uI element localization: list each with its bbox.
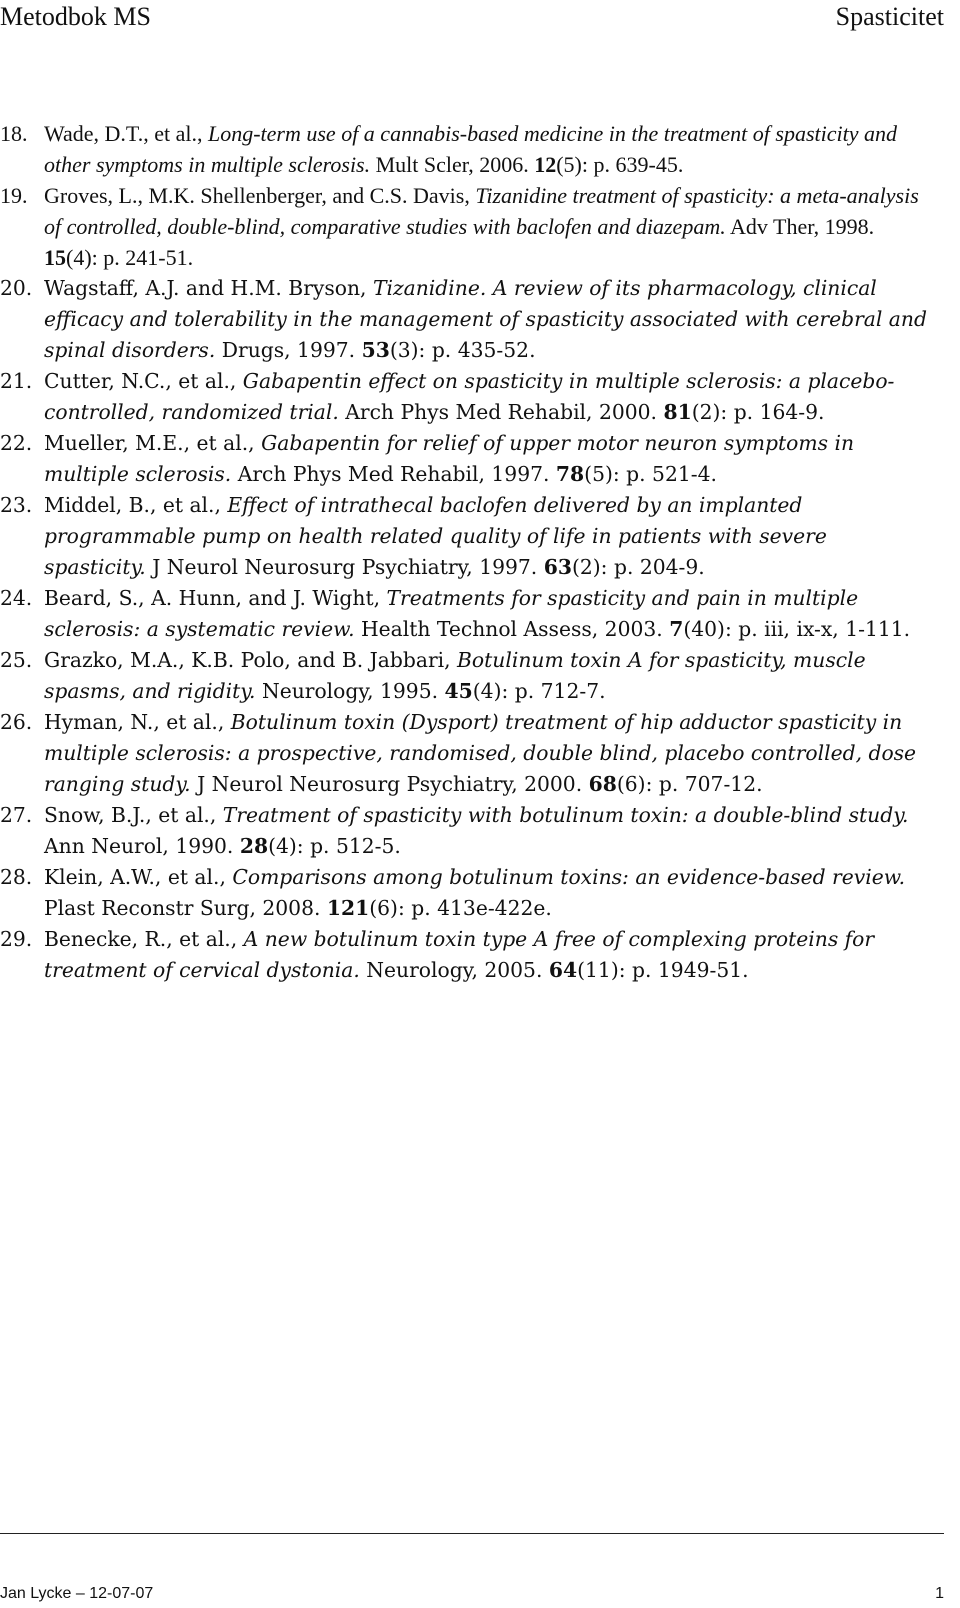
reference-journal: Arch Phys Med Rehabil, 1997. — [237, 462, 550, 486]
reference-number: 26. — [0, 710, 33, 734]
reference-journal: Arch Phys Med Rehabil, 2000. — [345, 400, 657, 424]
reference-authors: Middel, B., et al., — [44, 493, 221, 517]
reference-item — [0, 707, 930, 800]
reference-authors: Cutter, N.C., et al., — [44, 369, 237, 393]
reference-volume: 28 — [239, 834, 269, 858]
reference-item — [0, 583, 930, 645]
reference-title: Botulinum toxin (Dysport) treatment of hip adductor spasticity in multiple sclerosis: a prospective, randomised, double blind, placebo controlled, dose ranging study. — [44, 710, 917, 796]
reference-authors: Beard, S., A. Hunn, and J. Wight, — [44, 586, 381, 610]
reference-pages: (11): p. 1949-51. — [577, 958, 749, 982]
reference-list — [0, 118, 930, 986]
reference-number: 23. — [0, 493, 33, 517]
reference-title: Treatments for spasticity and pain in multiple sclerosis: a systematic review. — [44, 586, 859, 641]
reference-journal: Neurology, 1995. — [261, 679, 439, 703]
reference-volume: 45 — [444, 679, 473, 703]
reference-title: Botulinum toxin A for spasticity, muscle spasms, and rigidity. — [44, 648, 866, 703]
reference-volume: 12 — [534, 152, 557, 177]
footer-author-date: Jan Lycke – 12-07-07 — [0, 1585, 154, 1602]
reference-volume: 64 — [548, 958, 578, 982]
footer-divider — [0, 1533, 944, 1534]
reference-volume: 78 — [555, 462, 585, 486]
reference-authors: Wagstaff, A.J. and H.M. Bryson, — [44, 276, 367, 300]
reference-number: 28. — [0, 865, 33, 889]
reference-pages: (5): p. 639-45. — [556, 152, 684, 177]
reference-title: Comparisons among botulinum toxins: an evidence-based review. — [232, 865, 906, 889]
reference-number: 22. — [0, 431, 33, 455]
reference-pages: (6): p. 413e-422e. — [369, 896, 552, 920]
reference-title: Gabapentin effect on spasticity in multiple sclerosis: a placebo-controlled, randomized trial. — [44, 369, 895, 424]
reference-authors: Groves, L., M.K. Shellenberger, and C.S. Davis, — [44, 183, 470, 208]
page-number: 1 — [935, 1585, 944, 1602]
reference-journal: Health Technol Assess, 2003. — [360, 617, 663, 641]
reference-volume: 121 — [326, 896, 370, 920]
reference-volume: 7 — [669, 617, 684, 641]
reference-item — [0, 428, 930, 490]
reference-authors: Mueller, M.E., et al., — [44, 431, 255, 455]
reference-title: Long-term use of a cannabis-based medicine in the treatment of spasticity and other symptoms in multiple sclerosis. — [44, 121, 898, 177]
reference-volume: 68 — [588, 772, 617, 796]
reference-item — [0, 645, 930, 707]
reference-number: 24. — [0, 586, 33, 610]
reference-item — [0, 273, 930, 366]
reference-journal: Adv Ther, 1998. — [730, 214, 875, 239]
reference-title: Treatment of spasticity with botulinum toxin: a double-blind study. — [222, 803, 909, 827]
reference-number: 19. — [0, 183, 28, 208]
reference-authors: Klein, A.W., et al., — [44, 865, 226, 889]
reference-item — [0, 366, 930, 428]
reference-pages: (2): p. 164-9. — [691, 400, 825, 424]
header-section-title: Spasticitet — [835, 2, 944, 31]
reference-authors: Wade, D.T., et al., — [44, 121, 203, 146]
reference-pages: (3): p. 435-52. — [389, 338, 536, 362]
reference-pages: (6): p. 707-12. — [616, 772, 763, 796]
reference-volume: 15 — [44, 245, 66, 270]
reference-number: 20. — [0, 276, 33, 300]
reference-number: 27. — [0, 803, 33, 827]
reference-item — [0, 800, 930, 862]
reference-pages: (4): p. 241-51. — [66, 245, 194, 270]
page-header — [0, 0, 944, 40]
reference-volume: 53 — [361, 338, 390, 362]
reference-number: 18. — [0, 121, 28, 146]
reference-item — [0, 862, 930, 924]
reference-item — [0, 180, 930, 273]
reference-title: Tizanidine treatment of spasticity: a meta-analysis of controlled, double-blind, comparative studies with baclofen and diazepam. — [44, 183, 919, 239]
reference-authors: Hyman, N., et al., — [44, 710, 225, 734]
reference-number: 25. — [0, 648, 33, 672]
reference-number: 29. — [0, 927, 33, 951]
reference-title: Tizanidine. A review of its pharmacology, clinical efficacy and tolerability in the management of spasticity associated with cerebral and spinal disorders. — [44, 276, 927, 362]
header-document-title: Metodbok MS — [0, 2, 151, 31]
reference-item — [0, 924, 930, 986]
reference-title: A new botulinum toxin type A free of complexing proteins for treatment of cervical dystonia. — [44, 927, 875, 982]
reference-volume: 81 — [663, 400, 692, 424]
reference-journal: Ann Neurol, 1990. — [44, 834, 234, 858]
reference-journal: Neurology, 2005. — [366, 958, 543, 982]
reference-journal: Plast Reconstr Surg, 2008. — [44, 896, 321, 920]
reference-pages: (2): p. 204-9. — [571, 555, 705, 579]
reference-item — [0, 490, 930, 583]
reference-authors: Benecke, R., et al., — [44, 927, 238, 951]
reference-pages: (4): p. 512-5. — [268, 834, 401, 858]
reference-journal: Mult Scler, 2006. — [375, 152, 529, 177]
reference-item — [0, 118, 930, 180]
reference-authors: Snow, B.J., et al., — [44, 803, 217, 827]
reference-journal: J Neurol Neurosurg Psychiatry, 2000. — [197, 772, 583, 796]
reference-title: Effect of intrathecal baclofen delivered by an implanted programmable pump on health related quality of life in patients with severe spasticity. — [44, 493, 827, 579]
reference-journal: Drugs, 1997. — [221, 338, 356, 362]
reference-pages: (5): p. 521-4. — [584, 462, 717, 486]
reference-authors: Grazko, M.A., K.B. Polo, and B. Jabbari, — [44, 648, 451, 672]
reference-volume: 63 — [543, 555, 572, 579]
reference-title: Gabapentin for relief of upper motor neuron symptoms in multiple sclerosis. — [44, 431, 855, 486]
reference-pages: (40): p. iii, ix-x, 1-111. — [683, 617, 911, 641]
reference-journal: J Neurol Neurosurg Psychiatry, 1997. — [152, 555, 538, 579]
reference-number: 21. — [0, 369, 33, 393]
reference-pages: (4): p. 712-7. — [472, 679, 606, 703]
